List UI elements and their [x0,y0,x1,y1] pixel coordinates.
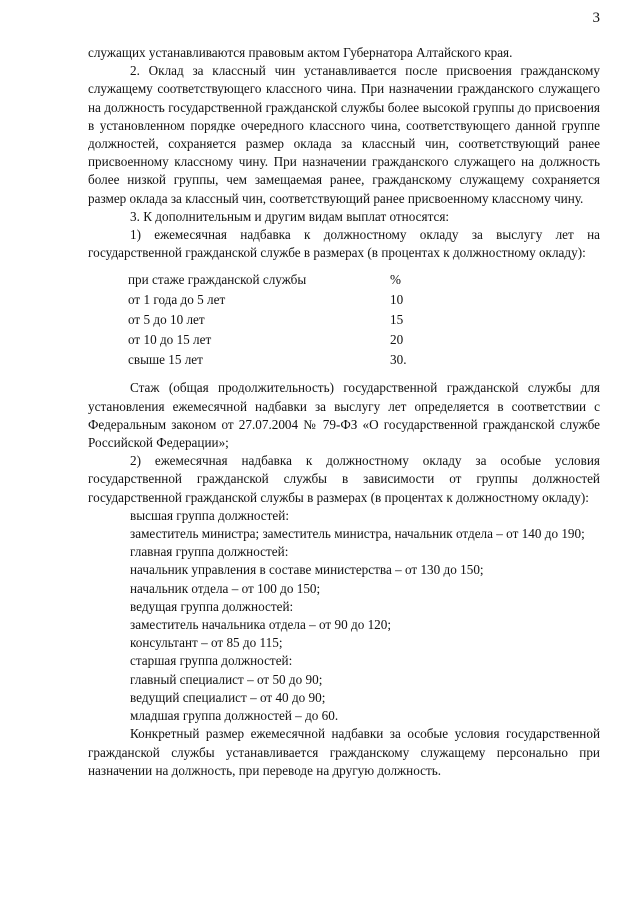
table-cell-percent: 15 [390,312,404,328]
list-item: главная группа должностей: [130,544,289,560]
list-item: заместитель начальника отдела – от 90 до 120; [130,617,392,633]
paragraph-class-rank-salary: 2. Оклад за классный чин устанавливается после присвоения гражданскому служащему соответствующего классного чина. При назначении гражданского служащего на должность государственной гражданской службы более высокой группы до присвоения в установленном порядке очередного классного чина, соответствующего данной группе должностей, сохраняется размер оклада за классный чин, соответствующий ранее присвоенному классному чину. При назначении гражданского служащего на должность более низкой группы, чем замещаемая ранее, гражданскому служащему сохраняется размер оклада за классный чин, соответствующий ранее присвоенному классному чину. [88,63,600,206]
list-item: консультант – от 85 до 115; [130,635,283,651]
table-header-unit: % [390,272,401,288]
seniority-table [128,271,450,371]
table-cell-percent: 30. [390,352,407,368]
table-cell-range: от 5 до 10 лет [128,312,205,328]
table-cell-range: от 1 года до 5 лет [128,292,226,308]
list-item: ведущая группа должностей: [130,598,294,614]
table-row [128,291,450,311]
list-item: заместитель министра; заместитель министра, начальник отдела – от 140 до 190; [130,526,585,542]
paragraph-continuation: служащих устанавливаются правовым актом Губернатора Алтайского края. [88,45,513,60]
table-row [128,311,450,331]
table-row [128,351,450,371]
list-item: высшая группа должностей: [130,507,289,523]
paragraph-seniority-definition: Стаж (общая продолжительность) государственной гражданской службы для установления ежемесячной надбавки за выслугу лет определяется в соответствии с Федеральным законом от 27.07.2004 № 79-ФЗ «О государственной гражданской службе Российской Федерации»; [88,380,600,451]
table-header-row [128,271,450,291]
table-header-label: при стаже гражданской службы [128,272,307,288]
paragraph-seniority-bonus: 1) ежемесячная надбавка к должностному окладу за выслугу лет на государственной гражданской службе в размерах (в процентах к должностному окладу): [88,227,600,261]
page-number: 3 [592,10,600,26]
table-cell-range: от 10 до 15 лет [128,332,212,348]
list-item: старшая группа должностей: [130,653,293,669]
list-item: начальник отдела – от 100 до 150; [130,580,321,596]
list-item: ведущий специалист – от 40 до 90; [130,689,326,705]
list-item: главный специалист – от 50 до 90; [130,671,323,687]
paragraph-final: Конкретный размер ежемесячной надбавки за особые условия государственной гражданской службы устанавливается гражданскому служащему персонально при назначении на должность, при переводе на другую должность. [88,726,600,778]
document-body [88,44,600,780]
table-row [128,331,450,351]
table-cell-range: свыше 15 лет [128,352,203,368]
paragraph-additional-payments: 3. К дополнительным и другим видам выплат относятся: [130,208,450,224]
table-cell-percent: 10 [390,292,404,308]
paragraph-special-conditions-bonus: 2) ежемесячная надбавка к должностному окладу за особые условия государственной гражданской службы в зависимости от группы должностей государственной гражданской службы в размерах (в процентах к должностному окладу): [88,453,600,505]
positions-list [88,507,600,725]
list-item: начальник управления в составе министерства – от 130 до 150; [130,562,484,578]
table-cell-percent: 20 [390,332,404,348]
list-item: младшая группа должностей – до 60. [130,708,339,724]
